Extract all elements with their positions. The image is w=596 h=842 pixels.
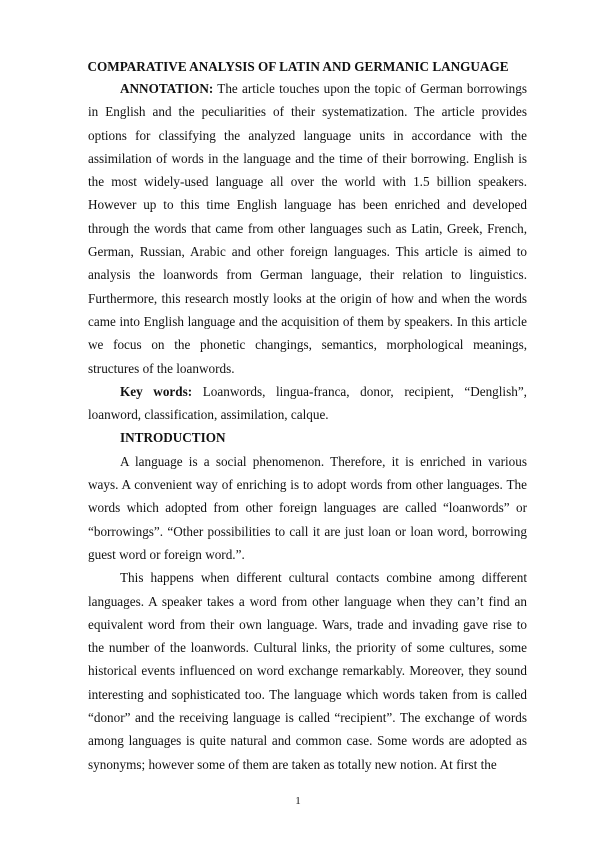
page-number: 1: [295, 795, 301, 807]
intro-paragraph-2: This happens when different cultural contacts combine among different languages. A speaker takes a word from other language when they can’t find an equivalent word from their own language. Wars, trade and invading gave rise to the number of the loanwords. Cultural links, the priority of some cultures, some historical events influenced on word exchange remarkably. Moreover, they sound interesting and sophisticated too. The language which words taken from is called “donor” and the receiving language is called “recipient”. The exchange of words among languages is quite natural and common case. Some words are adopted as synonyms; however some of them are taken as totally new notion. At first the: [88, 570, 527, 772]
article-title: COMPARATIVE ANALYSIS OF LATIN AND GERMANIC LANGUAGE: [87, 59, 509, 74]
annotation-label: ANNOTATION:: [120, 81, 214, 96]
intro-paragraph-1: A language is a social phenomenon. Therefore, it is enriched in various ways. A convenient way of enriching is to adopt words from other languages. The words which adopted from other foreign languages are called “loanwords” or “borrowings”. “Other possibilities to call it are just loan or loan word, borrowing guest word or foreign word.”.: [88, 453, 527, 562]
introduction-heading: INTRODUCTION: [120, 430, 226, 446]
keywords-label: Key words:: [120, 383, 193, 399]
keywords-text: Loanwords, lingua-franca, donor, recipient, “Denglish”, loanword, classification, assimilation, calque.: [88, 383, 527, 423]
keywords-paragraph: [88, 380, 527, 427]
annotation-paragraph: [88, 77, 527, 380]
annotation-text: The article touches upon the topic of German borrowings in English and the peculiarities of their systematization. The article provides options for classifying the analyzed language units in accordance with the assimilation of words in the language and the time of their borrowing. English is the most widely-used language all over the world with 1.5 billion speakers. However up to this time English language has been enriched and developed through the words that came from other languages such as Latin, Greek, French, German, Russian, Arabic and other foreign languages. This article is aimed to analysis the loanwords from German language, their relation to linguistics. Furthermore, this research mostly looks at the origin of how and when the words came into English language and the acquisition of them by speakers. In this article we focus on the phonetic changings, semantics, morphological meanings, structures of the loanwords.: [88, 81, 527, 376]
article-body: [88, 77, 527, 776]
